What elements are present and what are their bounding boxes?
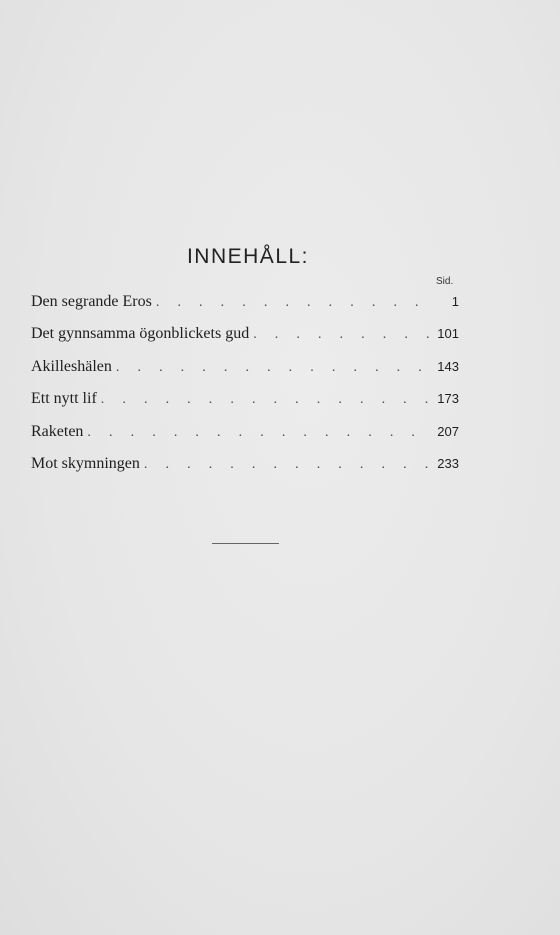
toc-entry-page: 143 <box>437 358 459 374</box>
dot-leader <box>116 358 431 378</box>
toc-entry-page: 233 <box>437 455 459 471</box>
dot-leader <box>101 390 432 410</box>
toc-entry-page: 207 <box>437 423 459 439</box>
toc-entry <box>31 324 459 356</box>
toc-entry <box>31 422 459 454</box>
divider-rule <box>212 543 279 544</box>
toc-entry <box>31 389 459 421</box>
toc-entry-title: Ett nytt lif <box>31 390 97 408</box>
toc-entry-page: 101 <box>437 326 459 342</box>
toc-entry-page: 173 <box>437 391 459 407</box>
contents-heading: INNEHÅLL: <box>186 245 310 268</box>
toc-entry <box>31 454 459 486</box>
table-of-contents <box>31 292 459 486</box>
dot-leader <box>144 455 431 475</box>
page-column-label: Sid. <box>436 276 454 287</box>
toc-entry-title: Det gynnsamma ögonblickets gud <box>31 325 250 343</box>
toc-entry <box>31 357 459 389</box>
toc-entry-title: Raketen <box>31 422 84 440</box>
toc-entry-page: 1 <box>451 294 459 309</box>
dot-leader <box>253 325 431 345</box>
dot-leader <box>87 423 431 443</box>
toc-entry-title: Akilleshälen <box>31 357 112 375</box>
toc-entry-title: Mot skymningen <box>31 454 140 472</box>
toc-entry-title: Den segrande Eros <box>31 293 152 310</box>
toc-entry <box>31 292 459 324</box>
dot-leader <box>156 293 433 313</box>
